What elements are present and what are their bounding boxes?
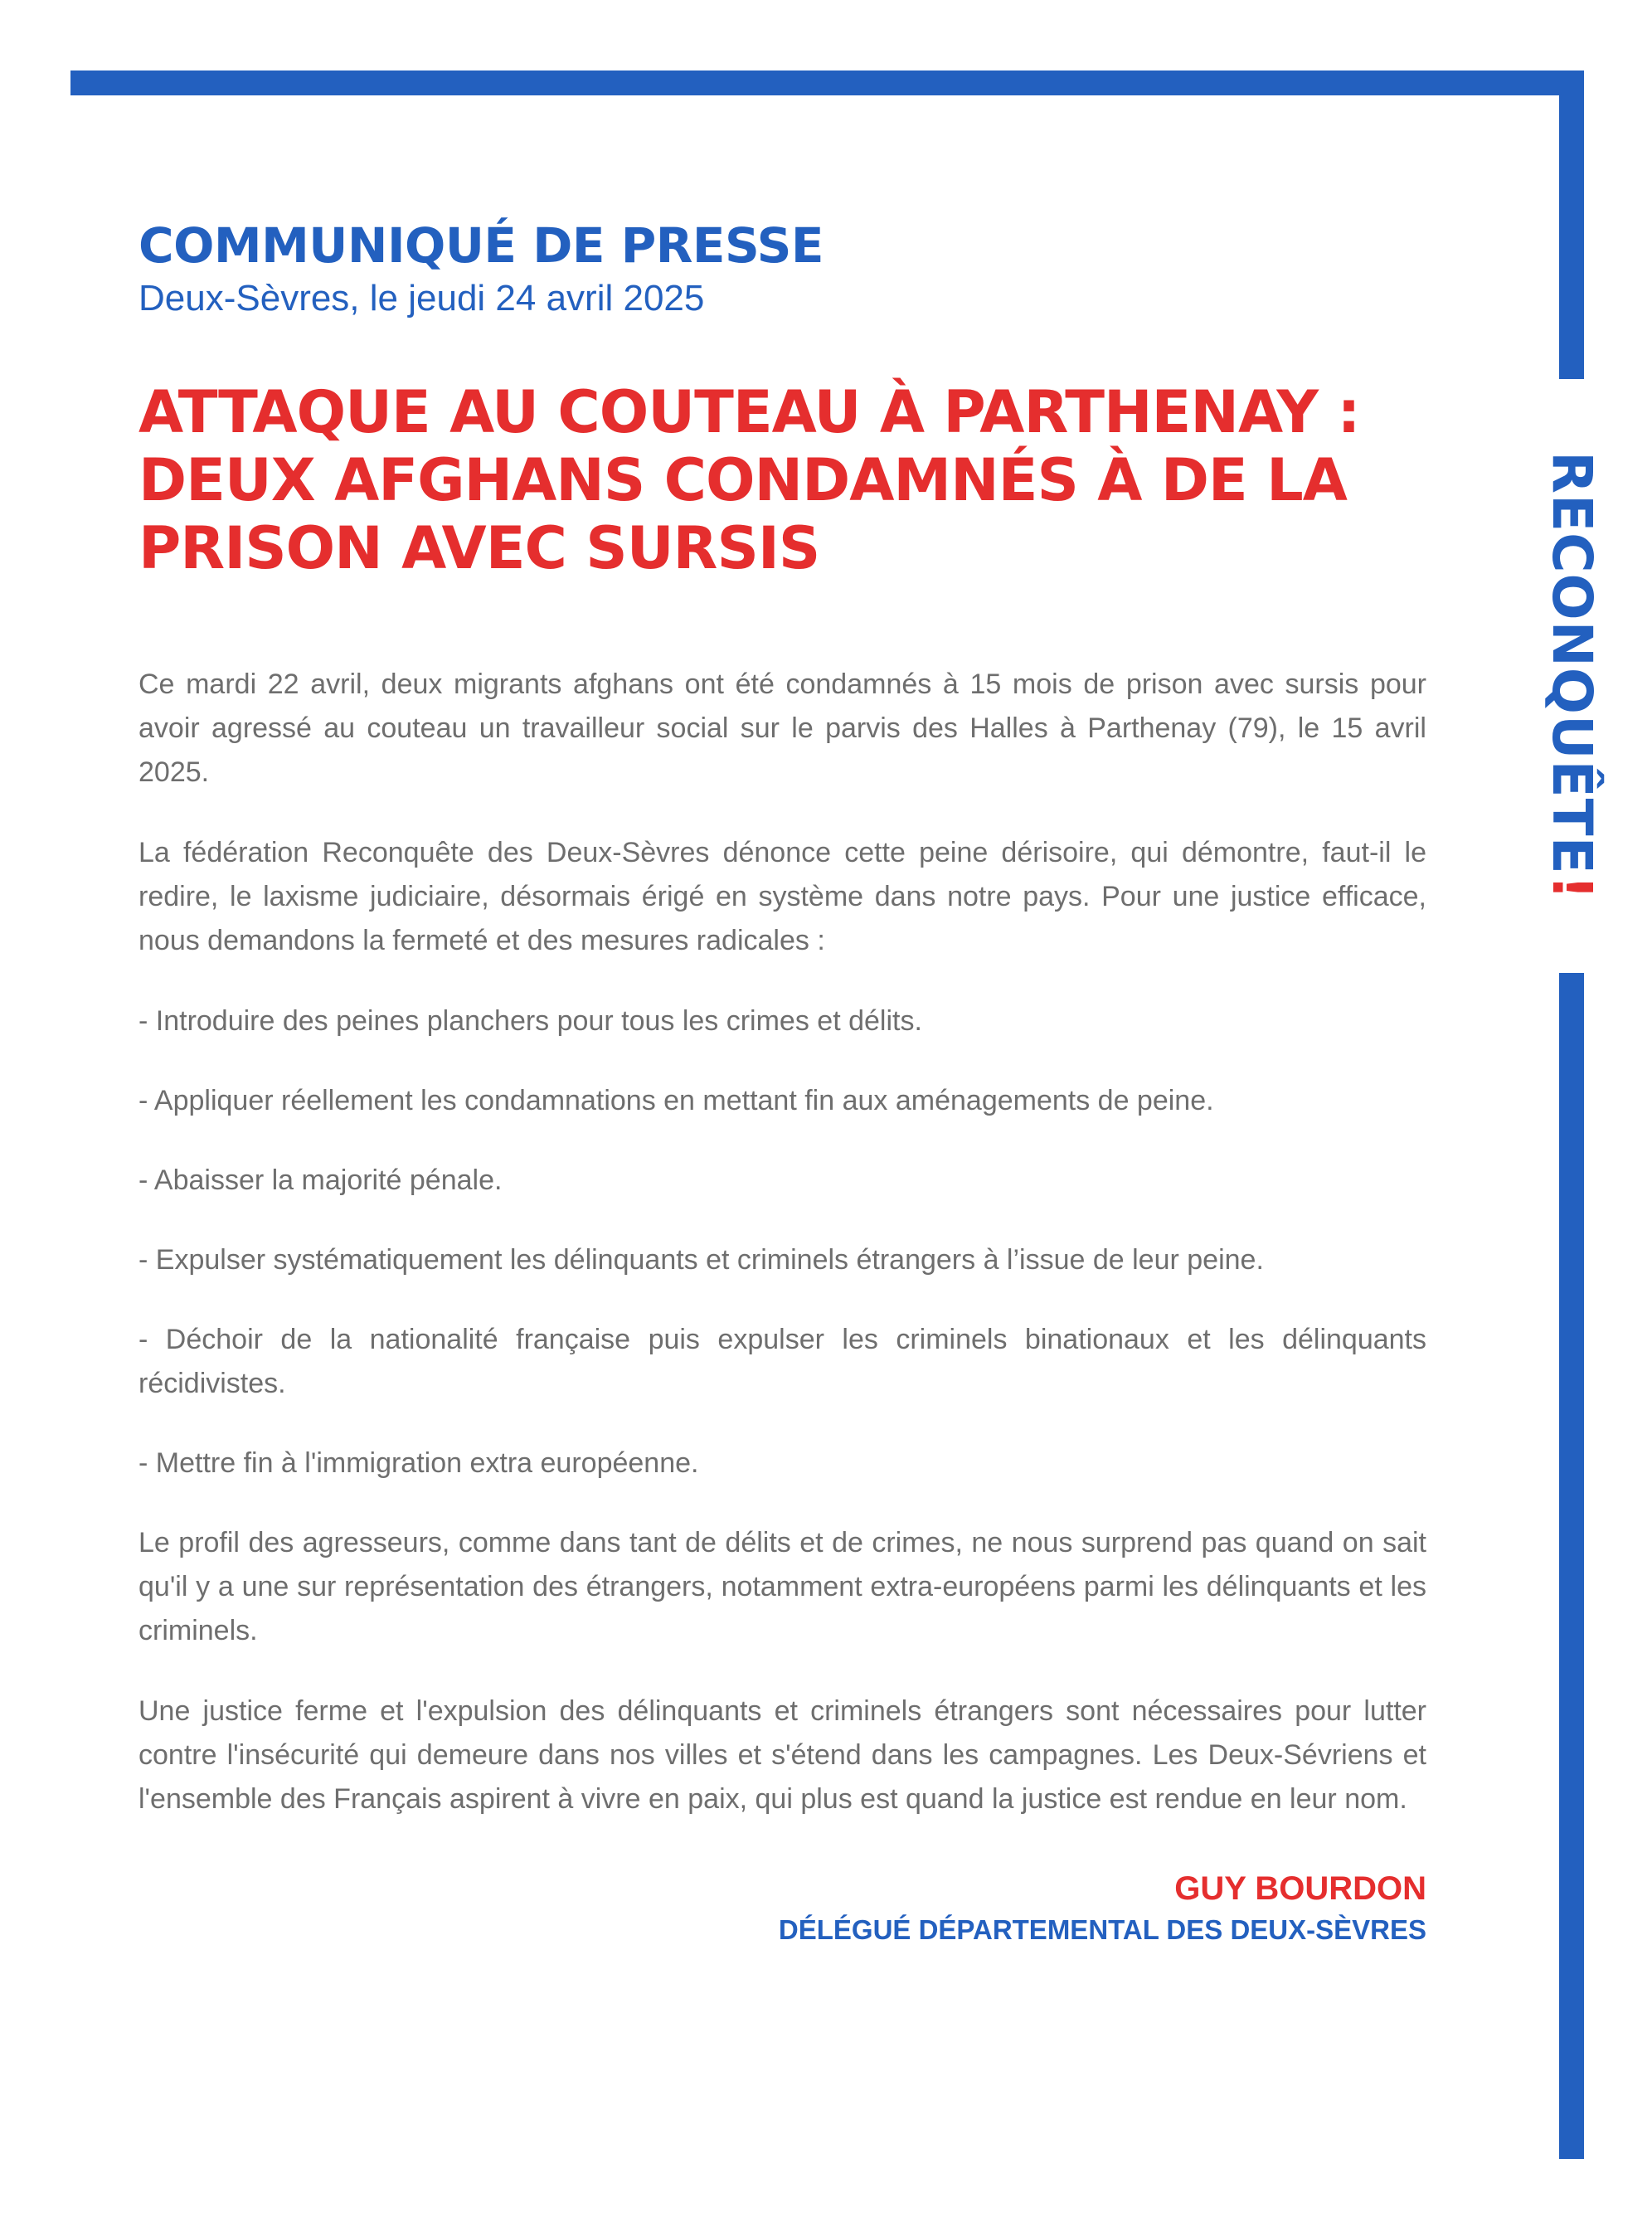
- intro-paragraph: Ce mardi 22 avril, deux migrants afghans ont été condamnés à 15 mois de prison avec sursis pour avoir agressé au couteau un travailleur social sur le parvis des Halles à Parthenay (79), le 15 avril 2025.: [138, 668, 1426, 788]
- frame-right-bar-lower: [1559, 973, 1584, 2159]
- denunciation-paragraph: La fédération Reconquête des Deux-Sèvres dénonce cette peine dérisoire, qui démontre, faut-il le redire, le laxisme judiciaire, désormais érigé en système dans notre pays. Pour une justice efficace, nous demandons la fermeté et des mesures radicales :: [138, 836, 1426, 956]
- press-release: [138, 217, 1426, 1950]
- frame-top-bar: [70, 71, 1584, 95]
- conclusion-paragraph: Une justice ferme et l'expulsion des délinquants et criminels étrangers sont nécessaires pour lutter contre l'insécurité qui demeure dans nos villes et s'étend dans les campagnes. Les Deux-Sévriens et l'ensemble des Français aspirent à vivre en paix, qui plus est quand la justice est rendue en leur nom.: [138, 1694, 1426, 1815]
- signatory-name: GUY BOURDON: [1174, 1869, 1426, 1907]
- headline: ATTAQUE AU COUTEAU À PARTHENAY : DEUX AFGHANS CONDAMNÉS À DE LA PRISON AVEC SURSIS: [138, 378, 1360, 583]
- demand-item: - Mettre fin à l'immigration extra européenne.: [138, 1446, 699, 1479]
- frame-right-bar-upper: [1559, 71, 1584, 379]
- profile-paragraph: Le profil des agresseurs, comme dans tant de délits et de crimes, ne nous surprend pas quand on sait qu'il y a une sur représentation des étrangers, notamment extra-européens parmi les délinquants et les criminels.: [138, 1526, 1426, 1646]
- demand-item: - Expulser systématiquement les délinquants et criminels étrangers à l’issue de leur peine.: [138, 1243, 1264, 1276]
- document-kicker: COMMUNIQUÉ DE PRESSE: [138, 217, 824, 274]
- logo-wordmark: RECONQUÊTE: [1540, 451, 1604, 875]
- signature-block: [138, 1868, 1426, 1951]
- demand-item: - Appliquer réellement les condamnations en mettant fin aux aménagements de peine.: [138, 1084, 1214, 1116]
- demand-item: - Introduire des peines planchers pour tous les crimes et délits.: [138, 1004, 922, 1037]
- dateline: Deux-Sèvres, le jeudi 24 avril 2025: [138, 278, 705, 319]
- demand-item: - Abaisser la majorité pénale.: [138, 1164, 503, 1196]
- demand-item: - Déchoir de la nationalité française puis expulser les criminels binationaux et les délinquants récidivistes.: [138, 1323, 1426, 1399]
- reconquete-logo: [1540, 451, 1604, 901]
- logo-exclamation: !: [1540, 874, 1604, 901]
- body-text: [138, 663, 1426, 1821]
- signatory-role: DÉLÉGUÉ DÉPARTEMENTAL DES DEUX-SÈVRES: [778, 1913, 1426, 1945]
